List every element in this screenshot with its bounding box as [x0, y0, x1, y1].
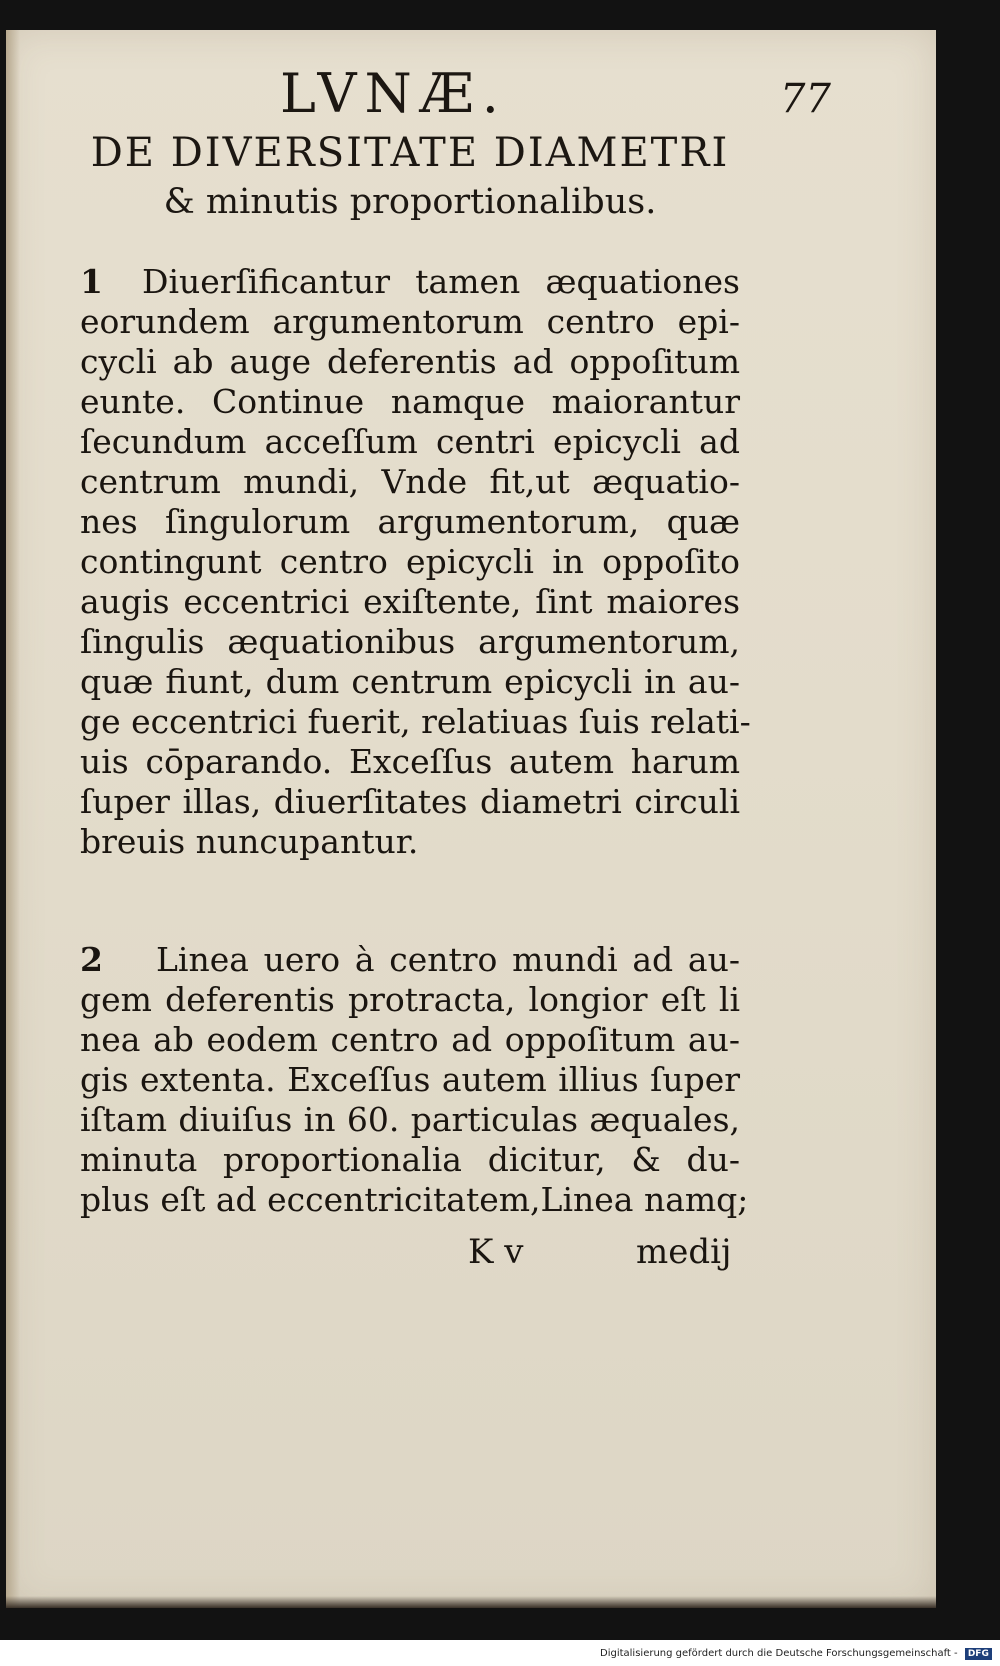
text-line: ſecundum acceſſum centri epicycli ad [80, 422, 740, 461]
running-head: LVNÆ. [280, 62, 507, 125]
text-line: breuis nuncupantur. [80, 822, 419, 861]
text-line: ge eccentrici fuerit, relatiuas ſuis relati- [80, 702, 751, 741]
text-line: iſtam diuiſus in 60. particulas æquales, [80, 1100, 740, 1139]
text-line: quæ fiunt, dum centrum epicycli in au- [80, 662, 740, 701]
page-gutter-shadow [6, 30, 20, 1608]
chapter-title: DE DIVERSITATE DIAMETRI [90, 130, 730, 176]
text-line: ſingulis æquationibus argumentorum, [80, 622, 740, 661]
text-line: cycli ab auge deferentis ad oppoſitum [80, 342, 740, 381]
paragraph-1 [80, 262, 751, 862]
signature-mark: K v [468, 1232, 524, 1272]
paragraph-number: 1 [80, 262, 103, 301]
paragraph-number: 2 [80, 940, 103, 979]
text-line: eunte. Continue namque maiorantur [80, 382, 740, 421]
text-line: eorundem argumentorum centro epi- [80, 302, 740, 341]
text-line: gis extenta. Exceſſus autem illius ſuper [80, 1060, 740, 1099]
text-line: uis cōparando. Exceſſus autem harum [80, 742, 740, 781]
text-line: Diuerſificantur tamen æquationes [142, 262, 740, 301]
text-line: centrum mundi, Vnde fit,ut æquatio- [80, 462, 740, 501]
text-line: nea ab eodem centro ad oppoſitum au- [80, 1020, 740, 1059]
page-number: 77 [780, 76, 831, 122]
text-line: augis eccentrici exiſtente, ſint maiores [80, 582, 740, 621]
page-bottom-edge [6, 1596, 936, 1608]
credit-text: Digitalisierung gefördert durch die Deutsche Forschungsgemeinschaft - [600, 1648, 958, 1659]
text-line: Linea uero à centro mundi ad au- [156, 940, 740, 979]
chapter-subtitle: & minutis proportionalibus. [163, 182, 657, 222]
paragraph-2 [80, 940, 749, 1220]
text-line: ſuper illas, diuerſitates diametri circuli [80, 782, 740, 821]
text-line: nes ſingulorum argumentorum, quæ [80, 502, 740, 541]
digitization-credit [600, 1648, 992, 1660]
text-line: plus eſt ad eccentricitatem,Linea namq; [80, 1180, 749, 1219]
catchword: medij [636, 1232, 732, 1272]
text-line: contingunt centro epicycli in oppoſito [80, 542, 740, 581]
text-line: minuta proportionalia dicitur, & du- [80, 1140, 740, 1179]
dfg-logo-icon: DFG [965, 1648, 992, 1660]
text-line: gem deferentis protracta, longior eſt li [80, 980, 740, 1019]
